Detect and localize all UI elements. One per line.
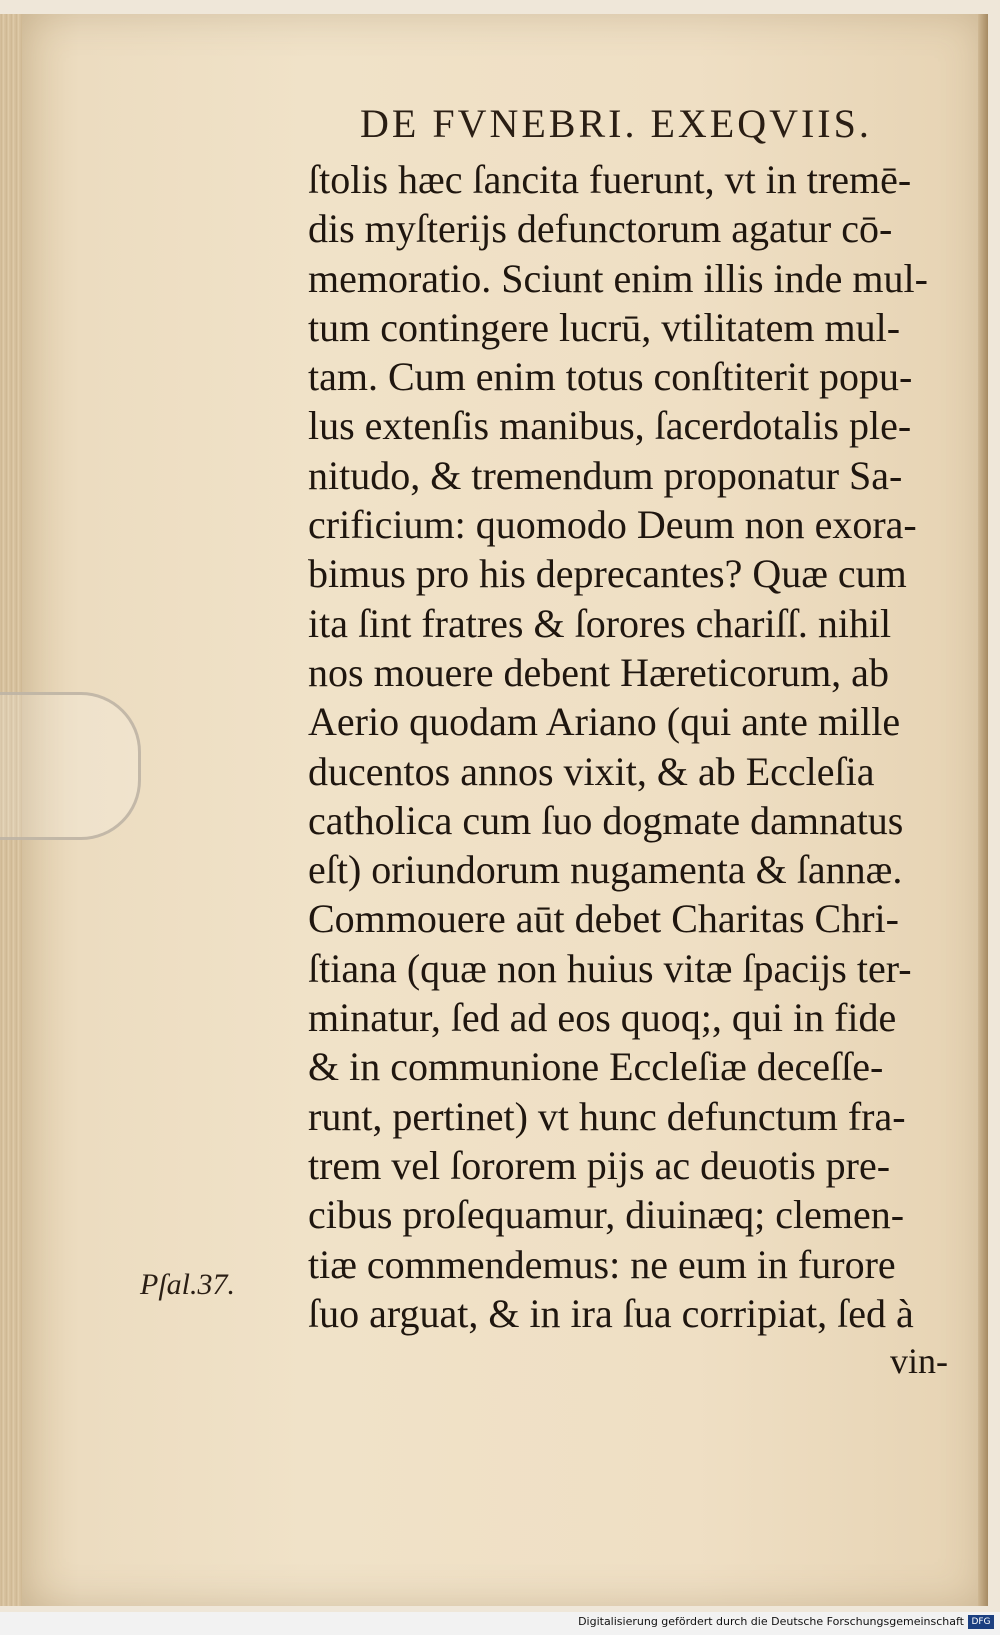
page-gutter-shadow xyxy=(978,14,988,1606)
text-line: lus extenſis manibus, ſacerdotalis ple- xyxy=(308,403,912,449)
text-line: ſtolis hæc ſancita fuerunt, vt in tremē- xyxy=(308,157,912,202)
text-line: tum contingere lucrū, vtilitatem mul- xyxy=(308,304,901,350)
text-line: Commouere aūt debet Charitas Chri- xyxy=(308,896,899,942)
text-line: memoratio. Sciunt enim illis inde mul- xyxy=(308,255,928,301)
page-clip xyxy=(0,692,141,840)
text-line: minatur, ſed ad eos quoq;, qui in fide xyxy=(308,995,897,1041)
running-header: DE FVNEBRI. EXEQVIIS. xyxy=(360,101,872,146)
text-line: ſtiana (quæ non huius vitæ ſpacijs ter- xyxy=(308,945,912,991)
text-line: crificium: quomodo Deum non exora- xyxy=(308,502,917,548)
footer-bar xyxy=(0,1612,1000,1635)
body-text xyxy=(308,155,970,1338)
text-line: bimus pro his deprecantes? Quæ cum xyxy=(308,551,907,597)
text-line: nitudo, & tremendum proponatur Sa- xyxy=(308,452,903,498)
text-line: & in communione Eccleſiæ deceſſe- xyxy=(308,1044,884,1090)
text-line: nos mouere debent Hæreticorum, ab xyxy=(308,649,889,695)
text-line: trem vel ſororem pijs ac deuotis pre- xyxy=(308,1142,891,1188)
text-line: tiæ commendemus: ne eum in furore xyxy=(308,1241,896,1287)
text-line: catholica cum ſuo dogmate damnatus xyxy=(308,797,904,843)
text-line: dis myſterijs defunctorum agatur cō- xyxy=(308,206,893,252)
dfg-logo: DFG xyxy=(968,1615,994,1629)
text-line: ita ſint fratres & ſorores chariſſ. nihil xyxy=(308,600,892,646)
footer-credit: Digitalisierung gefördert durch die Deutsche Forschungsgemeinschaft xyxy=(578,1615,964,1628)
text-line: Aerio quodam Ariano (qui ante mille xyxy=(308,699,901,745)
marginal-note: Pſal.37. xyxy=(140,1268,235,1301)
text-line: ducentos annos vixit, & ab Eccleſia xyxy=(308,748,875,794)
catchword: vin- xyxy=(890,1341,948,1381)
text-line: ſuo arguat, & in ira ſua corripiat, ſed à xyxy=(308,1290,914,1336)
text-line: tam. Cum enim totus conſtiterit popu- xyxy=(308,354,913,400)
text-line: eſt) oriundorum nugamenta & ſannæ. xyxy=(308,847,903,893)
text-line: cibus proſequamur, diuinæq; clemen- xyxy=(308,1192,905,1238)
text-line: runt, pertinet) vt hunc defunctum fra- xyxy=(308,1093,906,1139)
